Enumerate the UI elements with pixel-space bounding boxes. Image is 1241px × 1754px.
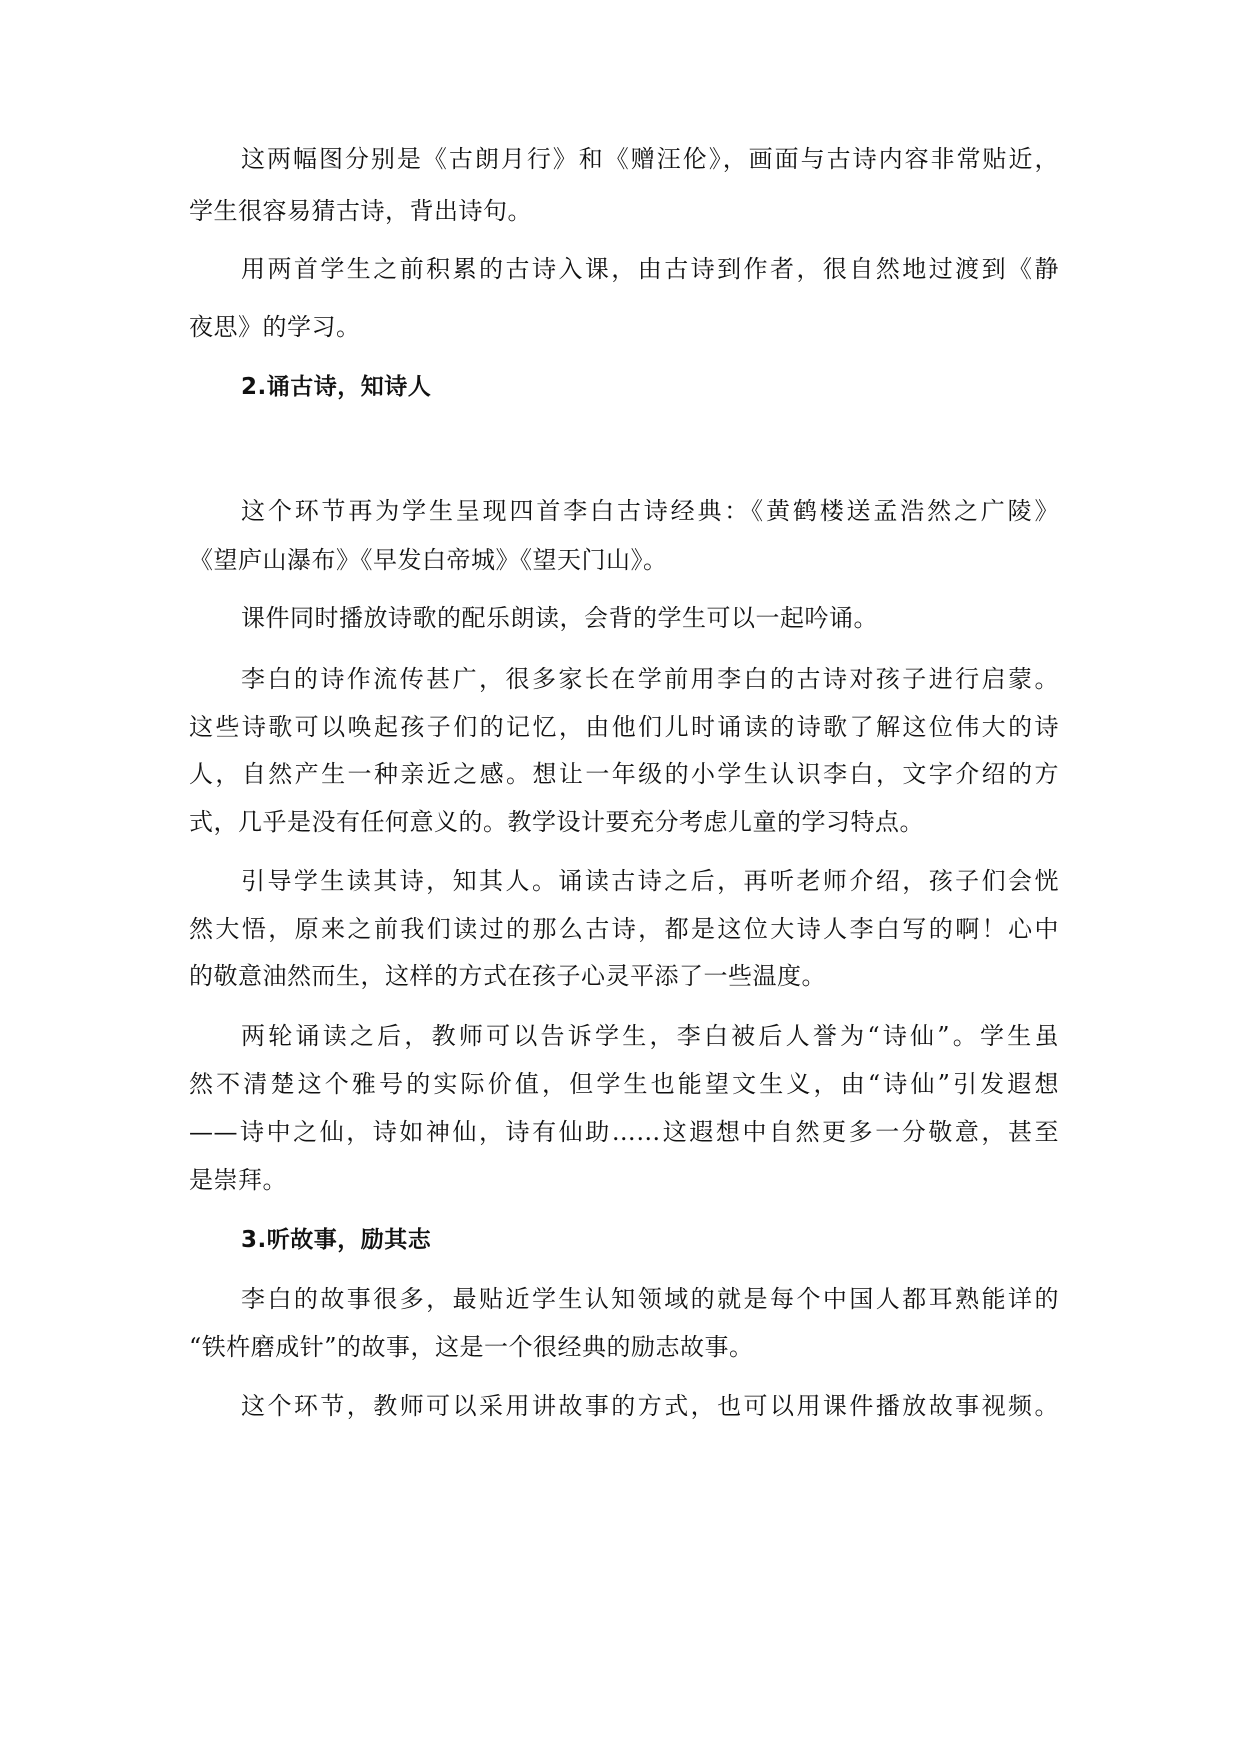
paragraph-line: 用两首学生之前积累的古诗入课，由古诗到作者，很自然地过渡到《静 (241, 255, 1059, 283)
paragraph-line: 这两幅图分别是《古朗月行》和《赠汪伦》，画面与古诗内容非常贴近， (241, 145, 1059, 173)
paragraph-line: 式，几乎是没有任何意义的。教学设计要充分考虑儿童的学习特点。 (189, 808, 924, 836)
paragraph-line: 学生很容易猜古诗，背出诗句。 (189, 197, 532, 225)
paragraph-line: 夜思》的学习。 (189, 313, 361, 341)
paragraph-line: 李白的故事很多，最贴近学生认知领域的就是每个中国人都耳熟能详的 (241, 1285, 1059, 1313)
paragraph-line: 这个环节，教师可以采用讲故事的方式，也可以用课件播放故事视频。 (241, 1392, 1059, 1420)
paragraph-line: 李白的诗作流传甚广，很多家长在学前用李白的古诗对孩子进行启蒙。 (241, 665, 1059, 693)
paragraph-line: 《望庐山瀑布》《早发白帝城》《望天门山》。 (189, 546, 668, 574)
paragraph-line: 人，自然产生一种亲近之感。想让一年级的小学生认识李白，文字介绍的方 (189, 760, 1059, 788)
paragraph-line: 然不清楚这个雅号的实际价值，但学生也能望文生义，由“诗仙”引发遐想 (189, 1070, 1059, 1098)
paragraph-line: 这个环节再为学生呈现四首李白古诗经典：《黄鹤楼送孟浩然之广陵》 (241, 497, 1059, 525)
paragraph-line: ——诗中之仙，诗如神仙，诗有仙助……这遐想中自然更多一分敬意，甚至 (189, 1118, 1059, 1146)
paragraph-line: 是崇拜。 (189, 1166, 287, 1194)
paragraph-line: “铁杵磨成针”的故事，这是一个很经典的励志故事。 (189, 1333, 754, 1361)
paragraph-line: 两轮诵读之后，教师可以告诉学生，李白被后人誉为“诗仙”。学生虽 (241, 1022, 1059, 1050)
paragraph-line: 引导学生读其诗，知其人。诵读古诗之后，再听老师介绍，孩子们会恍 (241, 867, 1059, 895)
section-heading: 3.听故事，励其志 (241, 1227, 432, 1253)
paragraph-line: 然大悟，原来之前我们读过的那么古诗，都是这位大诗人李白写的啊！心中 (189, 915, 1059, 943)
section-heading: 2.诵古诗，知诗人 (241, 374, 432, 400)
paragraph-line: 这些诗歌可以唤起孩子们的记忆，由他们儿时诵读的诗歌了解这位伟大的诗 (189, 713, 1059, 741)
paragraph-line: 课件同时播放诗歌的配乐朗读，会背的学生可以一起吟诵。 (241, 604, 878, 632)
paragraph-line: 的敬意油然而生，这样的方式在孩子心灵平添了一些温度。 (189, 962, 826, 990)
